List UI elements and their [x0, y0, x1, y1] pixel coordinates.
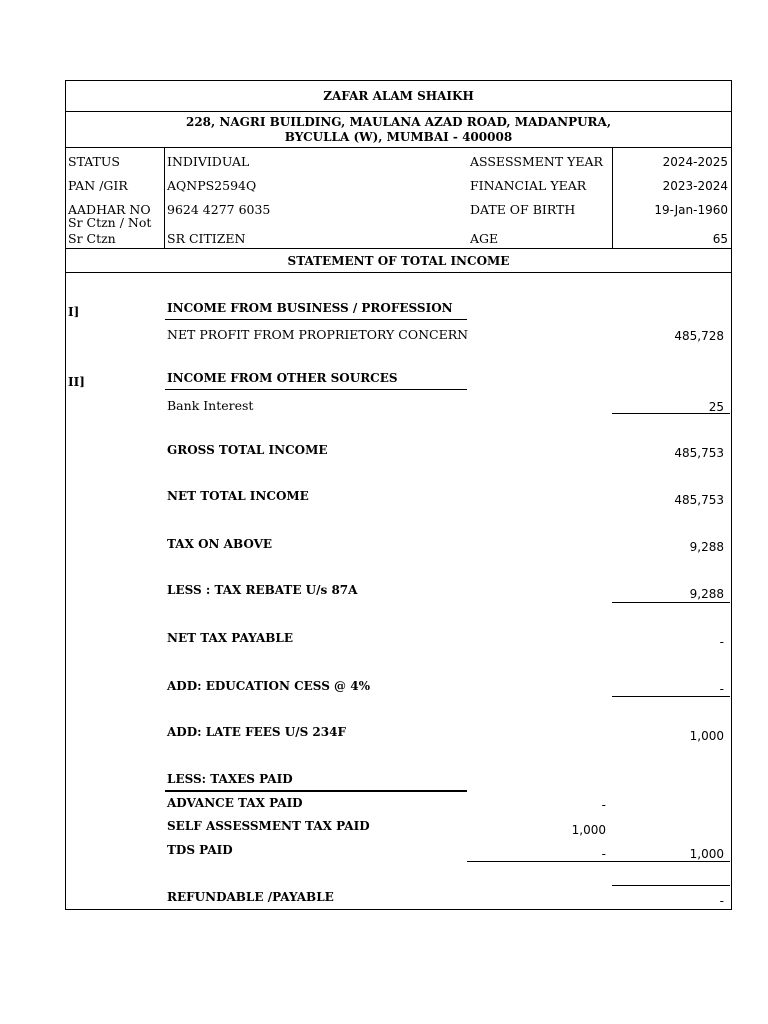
section-1-title: INCOME FROM BUSINESS / PROFESSION — [167, 301, 453, 315]
dob-label: DATE OF BIRTH — [470, 202, 576, 217]
financial-year-value: 2023-2024 — [662, 179, 728, 193]
divider — [65, 272, 732, 273]
aadhar-label: AADHAR NO — [68, 202, 151, 217]
dob-value: 19-Jan-1960 — [654, 203, 728, 217]
taxpayer-name: ZAFAR ALAM SHAIKH — [323, 89, 474, 103]
assessment-year-value: 2024-2025 — [662, 155, 728, 169]
divider — [65, 147, 732, 148]
tax-on-above-label: TAX ON ABOVE — [167, 537, 273, 551]
divider — [65, 111, 732, 112]
divider — [164, 147, 165, 248]
divider — [612, 147, 613, 248]
advance-tax-value: - — [601, 798, 606, 812]
gross-total-income-label: GROSS TOTAL INCOME — [167, 443, 328, 457]
tax-rebate-label: LESS : TAX REBATE U/s 87A — [167, 583, 358, 597]
address-line-2: BYCULLA (W), MUMBAI - 400008 — [284, 130, 513, 144]
financial-year-label: FINANCIAL YEAR — [470, 178, 587, 193]
underline — [165, 790, 467, 792]
section-2-title: INCOME FROM OTHER SOURCES — [167, 371, 398, 385]
pan-value: AQNPS2594Q — [167, 178, 257, 193]
tds-paid-label: TDS PAID — [167, 843, 233, 857]
net-tax-payable-label: NET TAX PAYABLE — [167, 631, 293, 645]
sr-citizen-label-1: Sr Ctzn / Not — [68, 215, 152, 230]
advance-tax-label: ADVANCE TAX PAID — [167, 796, 303, 810]
pan-label: PAN /GIR — [68, 178, 128, 193]
sr-citizen-value: SR CITIZEN — [167, 231, 246, 246]
tds-paid-value: - — [601, 847, 606, 861]
tax-on-above-value: 9,288 — [689, 540, 724, 554]
age-label: AGE — [470, 231, 499, 246]
age-value: 65 — [712, 232, 728, 246]
taxes-paid-total: 1,000 — [689, 847, 724, 861]
status-label: STATUS — [68, 154, 120, 169]
tax-rebate-value: 9,288 — [689, 587, 724, 601]
net-tax-payable-value: - — [719, 635, 724, 649]
address-line-1: 228, NAGRI BUILDING, MAULANA AZAD ROAD, MADANPURA, — [185, 115, 612, 129]
business-income-value: 485,728 — [674, 329, 724, 343]
self-assessment-tax-label: SELF ASSESSMENT TAX PAID — [167, 819, 370, 833]
net-total-income-label: NET TOTAL INCOME — [167, 489, 309, 503]
net-total-income-value: 485,753 — [674, 493, 724, 507]
self-assessment-tax-value: 1,000 — [571, 823, 606, 837]
refundable-payable-value: - — [719, 894, 724, 908]
taxes-paid-label: LESS: TAXES PAID — [167, 772, 293, 786]
section-2-number: II] — [68, 375, 85, 389]
statement-title: STATEMENT OF TOTAL INCOME — [287, 254, 510, 268]
underline — [612, 696, 730, 697]
underline — [612, 413, 730, 414]
refundable-payable-label: REFUNDABLE /PAYABLE — [167, 890, 334, 904]
assessment-year-label: ASSESSMENT YEAR — [470, 154, 603, 169]
late-fees-value: 1,000 — [689, 729, 724, 743]
underline — [467, 861, 730, 862]
underline — [165, 389, 467, 390]
underline — [165, 319, 467, 320]
business-income-label: NET PROFIT FROM PROPRIETORY CONCERN — [167, 327, 469, 342]
late-fees-label: ADD: LATE FEES U/S 234F — [167, 725, 346, 739]
divider — [65, 248, 732, 249]
underline — [612, 885, 730, 886]
status-value: INDIVIDUAL — [167, 154, 250, 169]
aadhar-value: 9624 4277 6035 — [167, 202, 271, 217]
bank-interest-value: 25 — [708, 400, 724, 414]
education-cess-label: ADD: EDUCATION CESS @ 4% — [167, 679, 370, 693]
gross-total-income-value: 485,753 — [674, 446, 724, 460]
bank-interest-label: Bank Interest — [167, 398, 254, 413]
sr-citizen-label-2: Sr Ctzn — [68, 231, 116, 246]
section-1-number: I] — [68, 305, 80, 319]
underline — [612, 602, 730, 603]
education-cess-value: - — [719, 682, 724, 696]
